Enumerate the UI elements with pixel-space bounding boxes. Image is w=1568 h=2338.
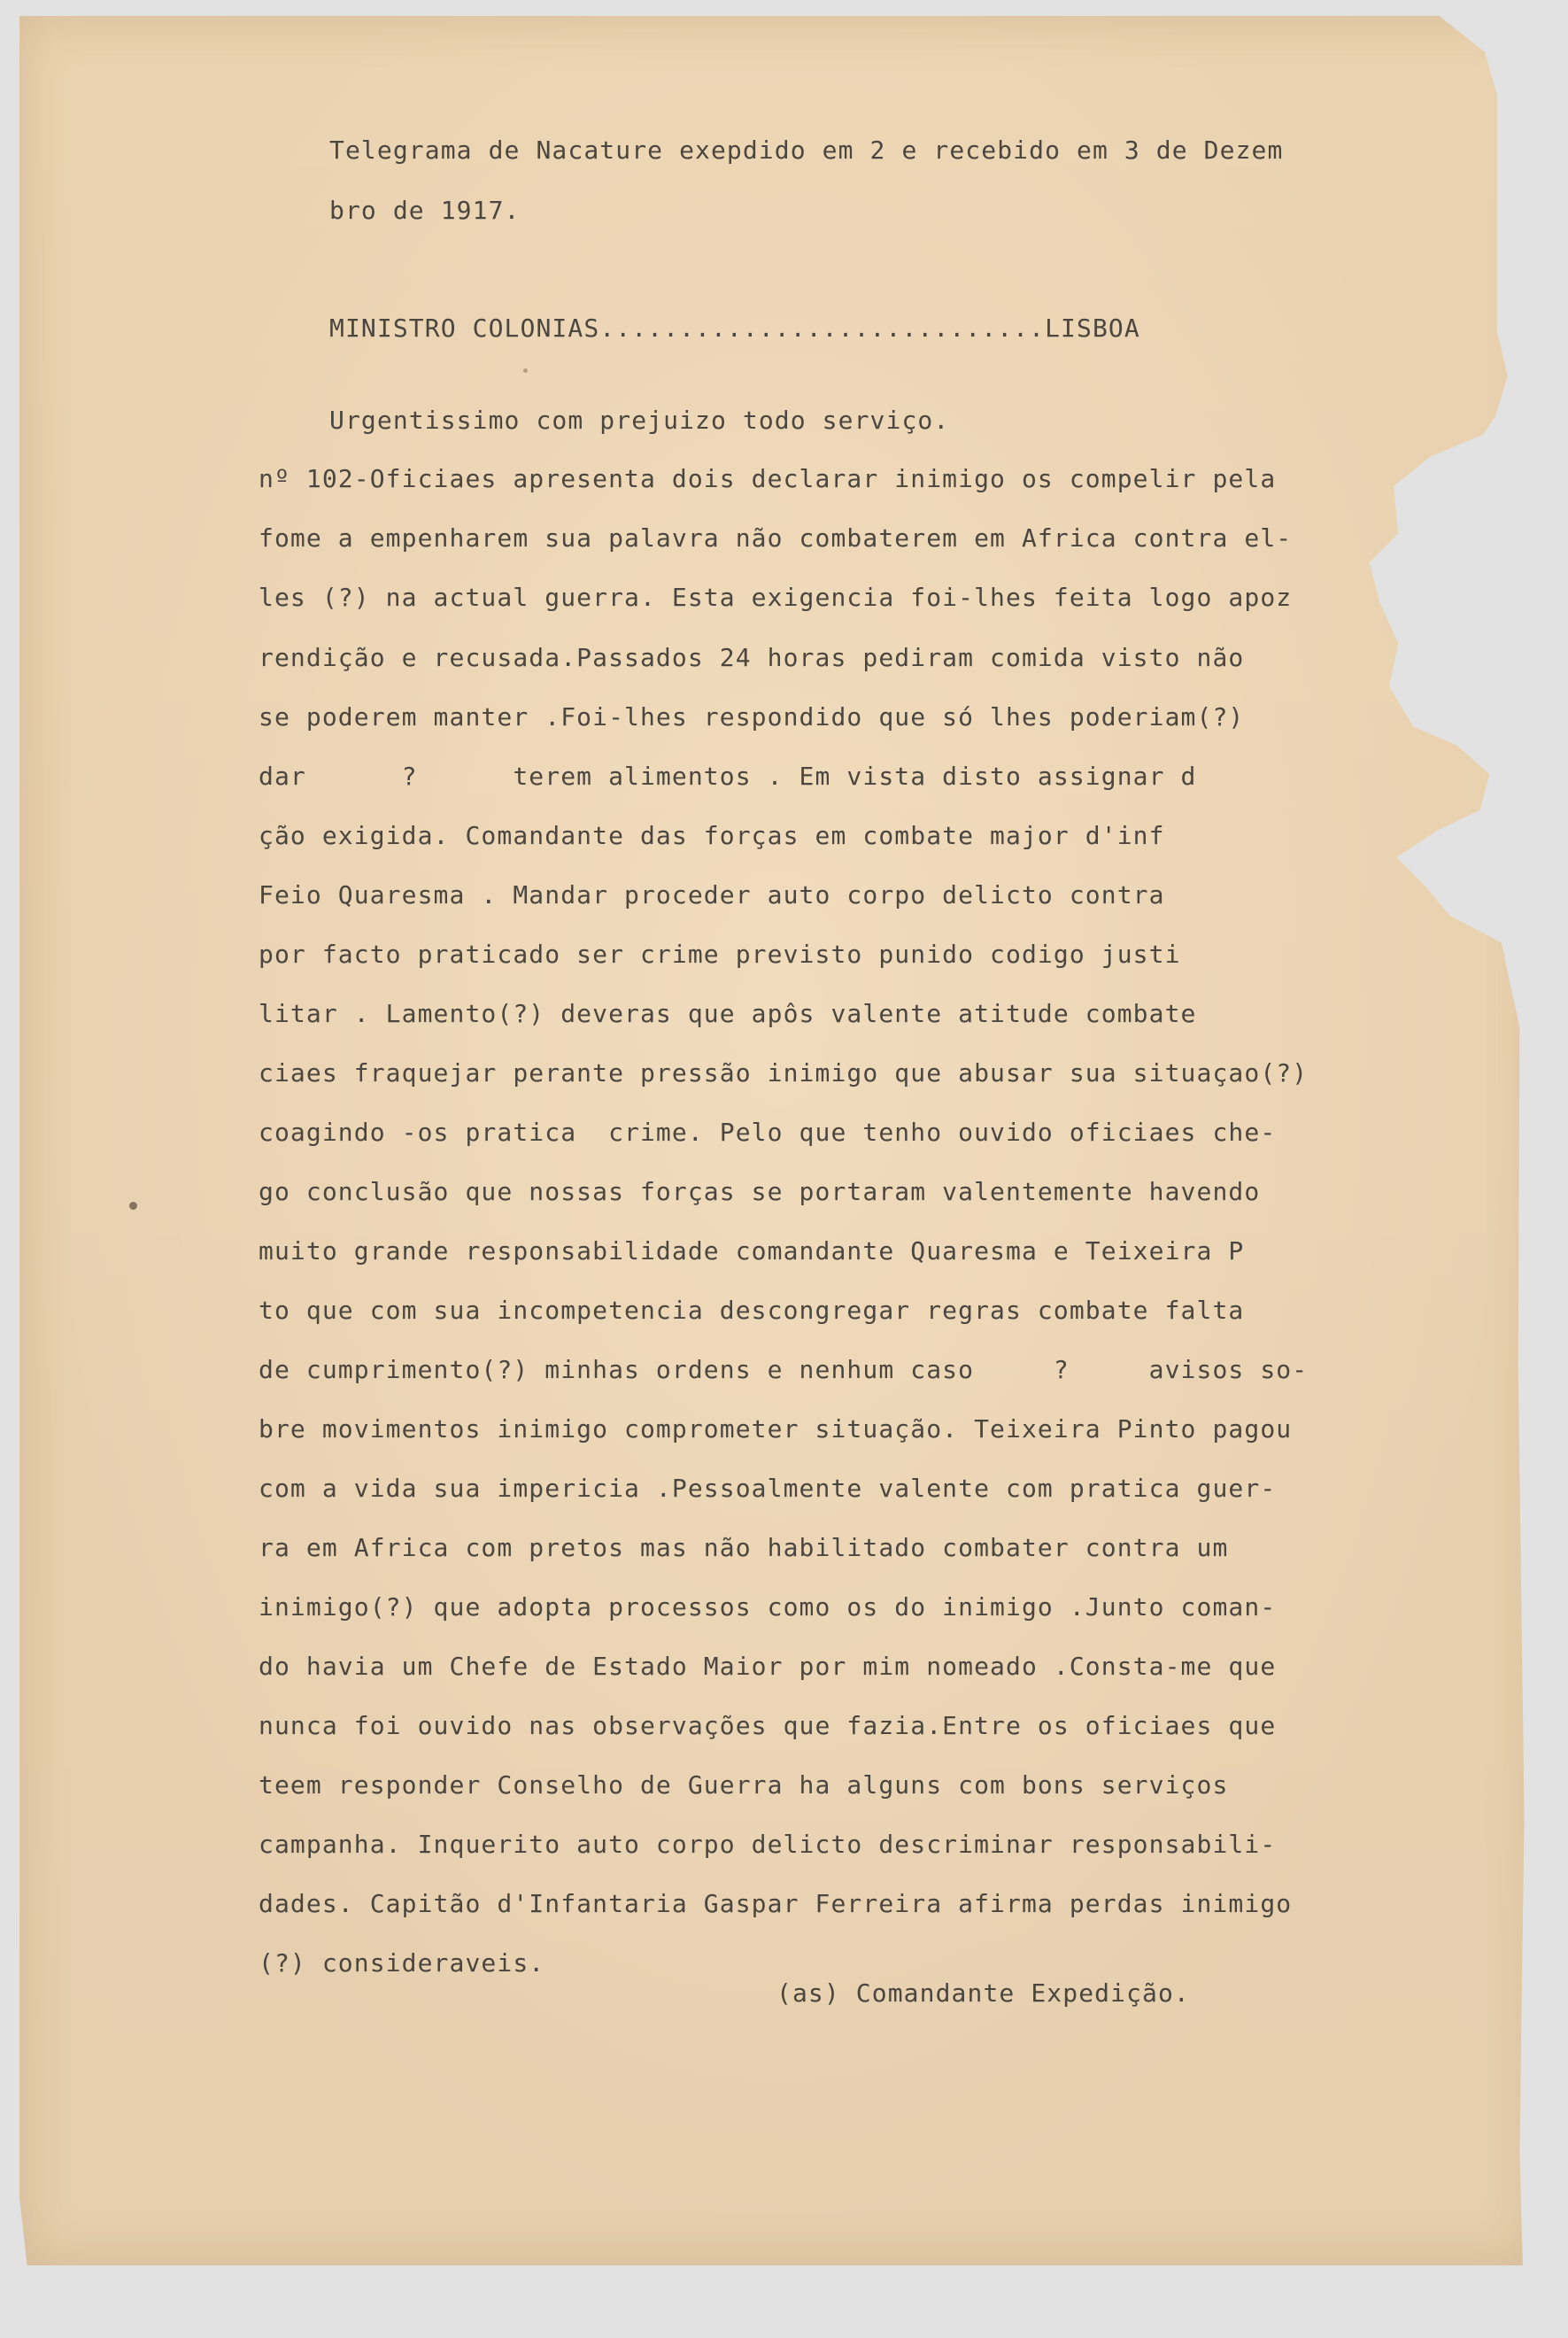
ink-spot bbox=[129, 1202, 137, 1210]
ink-spot bbox=[523, 368, 528, 373]
body-line: campanha. Inquerito auto corpo delicto descriminar responsabili- bbox=[259, 1830, 1277, 1859]
body-line: dades. Capitão d'Infantaria Gaspar Ferreira afirma perdas inimigo bbox=[259, 1889, 1293, 1918]
body-line: bre movimentos inimigo comprometer situação. Teixeira Pinto pagou bbox=[259, 1414, 1293, 1444]
header-line-1: Telegrama de Nacature exepdido em 2 e recebido em 3 de Dezem bbox=[329, 135, 1284, 165]
body-line: ra em Africa com pretos mas não habilitado combater contra um bbox=[259, 1533, 1229, 1562]
urgency-line: Urgentissimo com prejuizo todo serviço. bbox=[329, 406, 950, 435]
body-line: ção exigida. Comandante das forças em combate major d'inf bbox=[259, 821, 1165, 850]
body-line: se poderem manter .Foi-lhes respondido que só lhes poderiam(?) bbox=[259, 702, 1245, 732]
body-line: teem responder Conselho de Guerra ha alguns com bons serviços bbox=[259, 1770, 1229, 1800]
body-line: fome a empenharem sua palavra não combaterem em Africa contra el- bbox=[259, 523, 1293, 553]
body-line: (?) consideraveis. bbox=[259, 1948, 545, 1978]
body-line: do havia um Chefe de Estado Maior por mim nomeado .Consta-me que bbox=[259, 1652, 1277, 1681]
signature: (as) Comandante Expedição. bbox=[776, 1978, 1190, 2008]
body-line: ciaes fraquejar perante pressão inimigo que abusar sua situaçao(?) bbox=[259, 1058, 1309, 1088]
body-line: nunca foi ouvido nas observações que fazia.Entre os oficiaes que bbox=[259, 1711, 1277, 1740]
body-line: litar . Lamento(?) deveras que apôs valente atitude combate bbox=[259, 999, 1197, 1028]
body-line: dar ? terem alimentos . Em vista disto assignar d bbox=[259, 762, 1197, 791]
body-line: les (?) na actual guerra. Esta exigencia foi-lhes feita logo apoz bbox=[259, 583, 1293, 612]
body-line: por facto praticado ser crime previsto punido codigo justi bbox=[259, 940, 1181, 969]
body-line: rendição e recusada.Passados 24 horas pediram comida visto não bbox=[259, 643, 1245, 672]
header-line-2: bro de 1917. bbox=[329, 196, 521, 225]
body-line: coagindo -os pratica crime. Pelo que tenho ouvido oficiaes che- bbox=[259, 1118, 1277, 1147]
address-line: MINISTRO COLONIAS............................LISBOA bbox=[329, 314, 1140, 343]
body-line: nº 102-Oficiaes apresenta dois declarar inimigo os compelir pela bbox=[259, 464, 1277, 493]
body-line: inimigo(?) que adopta processos como os do inimigo .Junto coman- bbox=[259, 1592, 1277, 1622]
body-line: muito grande responsabilidade comandante Quaresma e Teixeira P bbox=[259, 1236, 1245, 1266]
body-line: de cumprimento(?) minhas ordens e nenhum caso ? avisos so- bbox=[259, 1355, 1309, 1384]
body-line: com a vida sua impericia .Pessoalmente valente com pratica guer- bbox=[259, 1474, 1277, 1503]
body-line: to que com sua incompetencia descongregar regras combate falta bbox=[259, 1296, 1245, 1325]
body-line: Feio Quaresma . Mandar proceder auto corpo delicto contra bbox=[259, 880, 1165, 910]
body-line: go conclusão que nossas forças se portaram valentemente havendo bbox=[259, 1177, 1261, 1206]
